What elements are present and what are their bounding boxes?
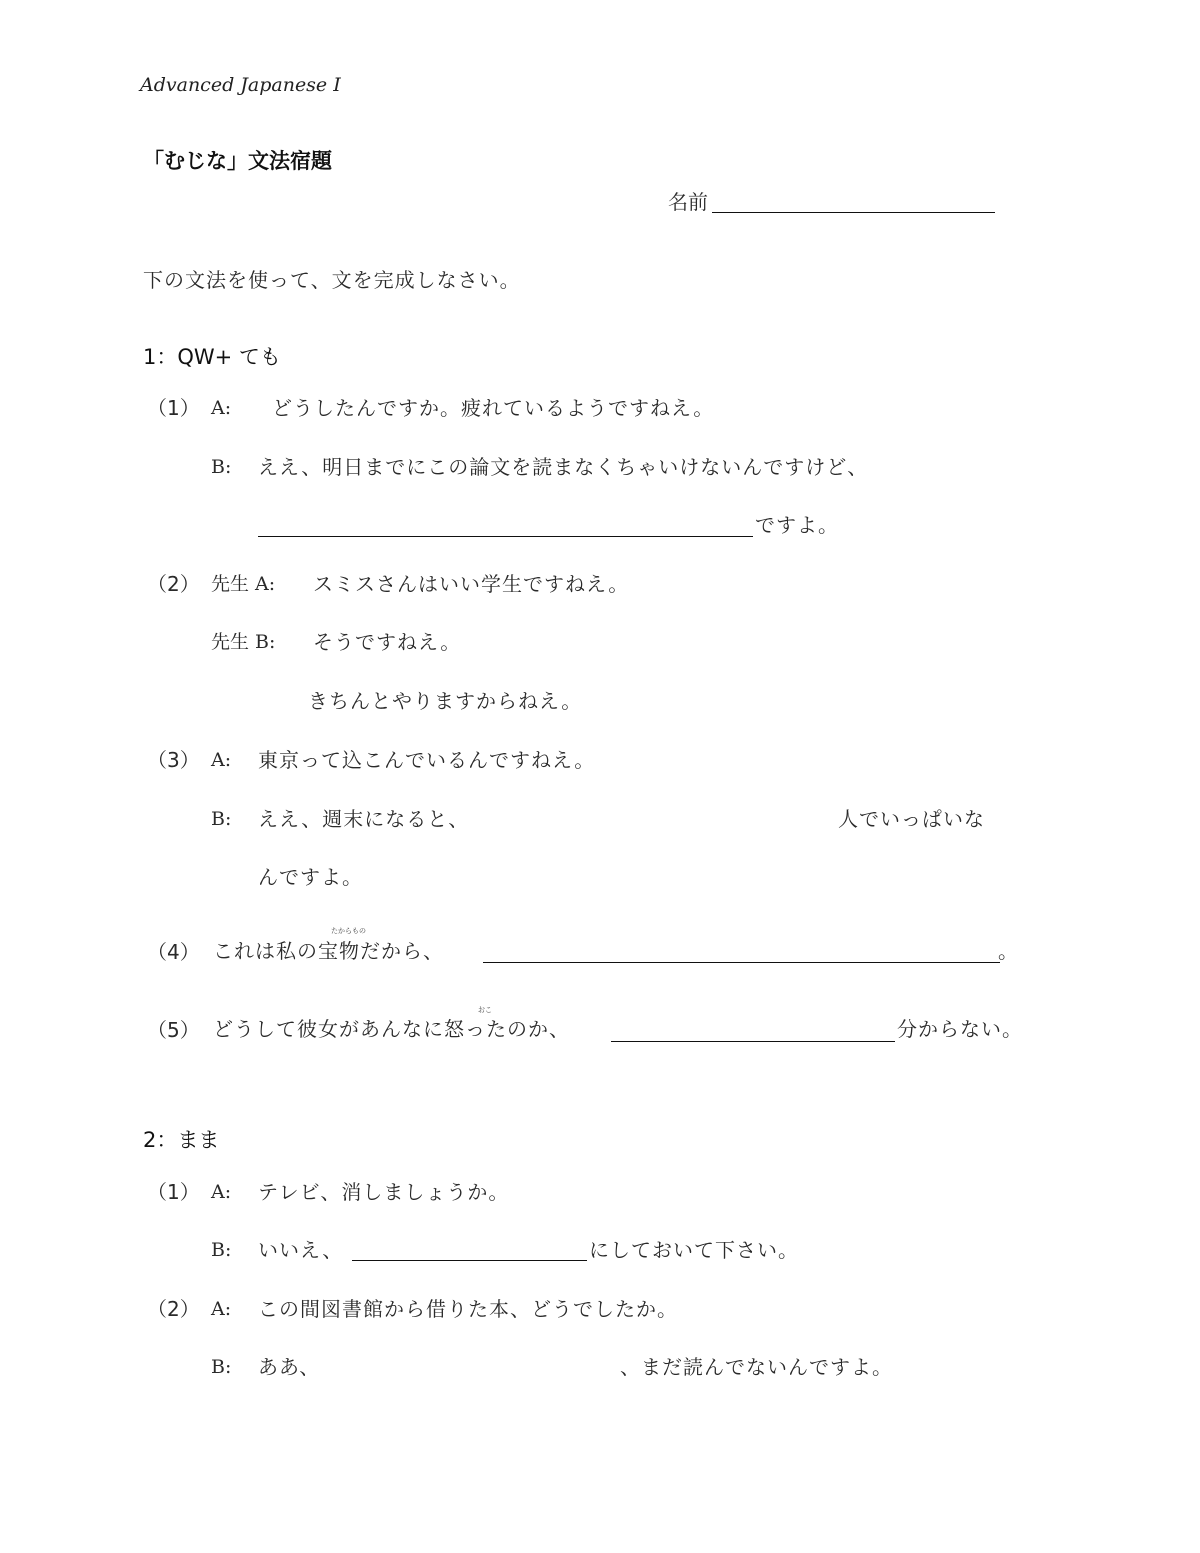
dialogue-line: テレビ、消しましょうか。 <box>258 1180 510 1204</box>
speaker-label: 先生 A: <box>211 573 276 595</box>
course-title: Advanced Japanese I <box>140 74 341 96</box>
speaker-label: A: <box>211 397 232 419</box>
answer-blank[interactable] <box>258 536 753 537</box>
speaker-label: B: <box>211 808 232 830</box>
name-label: 名前 <box>668 190 708 214</box>
speaker-label: B: <box>211 1239 232 1261</box>
dialogue-line: この間図書館から借りた本、どうでしたか。 <box>258 1297 678 1321</box>
speaker-label: A: <box>211 749 232 771</box>
item-number: （5） <box>147 1018 200 1042</box>
speaker-label: A: <box>211 1298 232 1320</box>
dialogue-line: スミスさんはいい学生ですねえ。 <box>313 572 630 596</box>
sentence-end: 分からない。 <box>897 1017 1023 1041</box>
dialogue-line: にしておいて下さい。 <box>589 1238 799 1262</box>
dialogue-line: いいえ、 <box>258 1238 344 1262</box>
dialogue-line: 人でいっぱいな <box>838 807 985 831</box>
dialogue-line: そうですねえ。 <box>313 630 462 654</box>
dialogue-line: 、まだ読んでないんですよ。 <box>620 1355 893 1379</box>
furigana: おこ <box>478 1006 492 1014</box>
dialogue-line: ええ、明日までにこの論文を読まなくちゃいけないんですけど、 <box>258 455 869 479</box>
section-heading: 2：まま <box>143 1128 220 1152</box>
dialogue-line: んですよ。 <box>258 865 363 889</box>
dialogue-line: 東京って込こんでいるんですねえ。 <box>258 748 596 772</box>
dialogue-line: きちんとやりますからねえ。 <box>308 689 583 713</box>
answer-blank[interactable] <box>352 1260 587 1261</box>
item-number: （3） <box>147 748 200 772</box>
speaker-label: B: <box>211 456 232 478</box>
answer-blank[interactable] <box>611 1041 895 1042</box>
speaker-label: A: <box>211 1181 232 1203</box>
dialogue-line: ですよ。 <box>755 513 839 537</box>
sentence-text: これは私の宝物だから、 <box>213 939 444 963</box>
item-number: （2） <box>147 1297 200 1321</box>
answer-blank[interactable] <box>483 962 1000 963</box>
name-blank[interactable] <box>712 212 995 213</box>
section-heading: 1：QW+ ても <box>143 345 281 369</box>
dialogue-line: ああ、 <box>258 1355 321 1379</box>
speaker-label: 先生 B: <box>211 631 276 653</box>
item-number: （1） <box>147 396 200 420</box>
item-number: （2） <box>147 572 200 596</box>
item-number: （4） <box>147 940 200 964</box>
dialogue-line: ええ、週末になると、 <box>258 807 470 831</box>
sentence-text: どうして彼女があんなに怒ったのか、 <box>213 1017 570 1041</box>
speaker-label: B: <box>211 1356 232 1378</box>
sentence-end: 。 <box>998 939 1019 963</box>
item-number: （1） <box>147 1180 200 1204</box>
dialogue-line: どうしたんですか。疲れているようですねえ。 <box>272 396 715 420</box>
furigana: たからもの <box>331 927 366 935</box>
worksheet-title: 「むじな」文法宿題 <box>143 149 332 173</box>
instructions: 下の文法を使って、文を完成しなさい。 <box>143 268 521 292</box>
